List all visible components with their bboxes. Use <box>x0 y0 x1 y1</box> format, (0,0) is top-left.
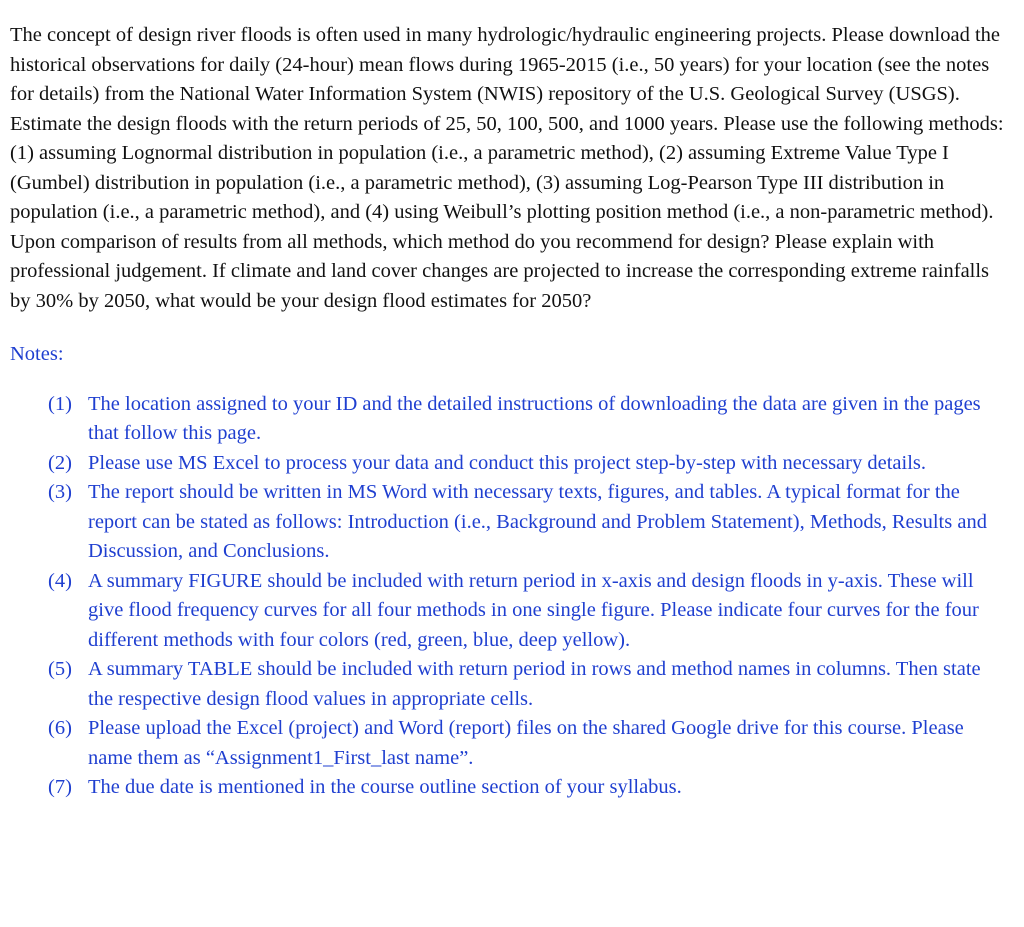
note-number: (4) <box>48 569 72 592</box>
note-item-1 <box>48 390 1014 449</box>
note-number: (6) <box>48 717 72 739</box>
note-item-7 <box>48 773 1014 803</box>
note-item-4 <box>48 567 1014 656</box>
note-number: (1) <box>48 392 72 415</box>
note-text: The report should be written in MS Word with necessary texts, figures, and tables. A typical format for the report can be stated as follows: Introduction (i.e., Background and Problem Statement), Methods, Results and Discussion, and Conclusions. <box>88 481 987 562</box>
notes-heading: Notes: <box>10 343 64 365</box>
note-number: (3) <box>48 481 72 503</box>
assignment-paragraph: The concept of design river floods is often used in many hydrologic/hydraulic engineering projects. Please download the historical observations for daily (24-hour) mean flows during 1965-2015 (i.e., 50 years) for your location (see the notes for details) from the National Water Information System (NWIS) repository of the U.S. Geological Survey (USGS). Estimate the design floods with the return periods of 25, 50, 100, 500, and 1000 years. Please use the following methods: (1) assuming Lognormal distribution in population (i.e., a parametric method), (2) assuming Extreme Value Type I (Gumbel) distribution in population (i.e., a parametric method), (3) assuming Log-Pearson Type III distribution in population (i.e., a parametric method), and (4) using Weibull’s plotting position method (i.e., a non-parametric method). Upon comparison of results from all methods, which method do you recommend for design? Please explain with professional judgement. If climate and land cover changes are projected to increase the corresponding extreme rainfalls by 30% by 2050, what would be your design flood estimates for 2050? <box>10 24 1004 312</box>
note-text: A summary TABLE should be included with return period in rows and method names in columns. Then state the respective design flood values in appropriate cells. <box>88 658 981 710</box>
note-number: (5) <box>48 658 72 680</box>
note-text: A summary FIGURE should be included with return period in x-axis and design floods in y-axis. These will give flood frequency curves for all four methods in one single figure. Please indicate four curves for the four different methods with four colors (red, green, blue, deep yellow). <box>88 569 979 651</box>
note-item-3 <box>48 478 1014 567</box>
note-text: Please use MS Excel to process your data and conduct this project step-by-step with necessary details. <box>88 451 926 474</box>
note-text: The due date is mentioned in the course outline section of your syllabus. <box>88 776 682 798</box>
note-item-6 <box>48 714 1014 773</box>
note-item-2 <box>48 449 1014 479</box>
note-text: Please upload the Excel (project) and Word (report) files on the shared Google drive for this course. Please name them as “Assignment1_First_last name”. <box>88 717 964 769</box>
note-item-5 <box>48 655 1014 714</box>
notes-list <box>10 390 1014 803</box>
note-text: The location assigned to your ID and the detailed instructions of downloading the data are given in the pages that follow this page. <box>88 392 981 444</box>
note-number: (7) <box>48 776 72 798</box>
note-number: (2) <box>48 451 72 474</box>
